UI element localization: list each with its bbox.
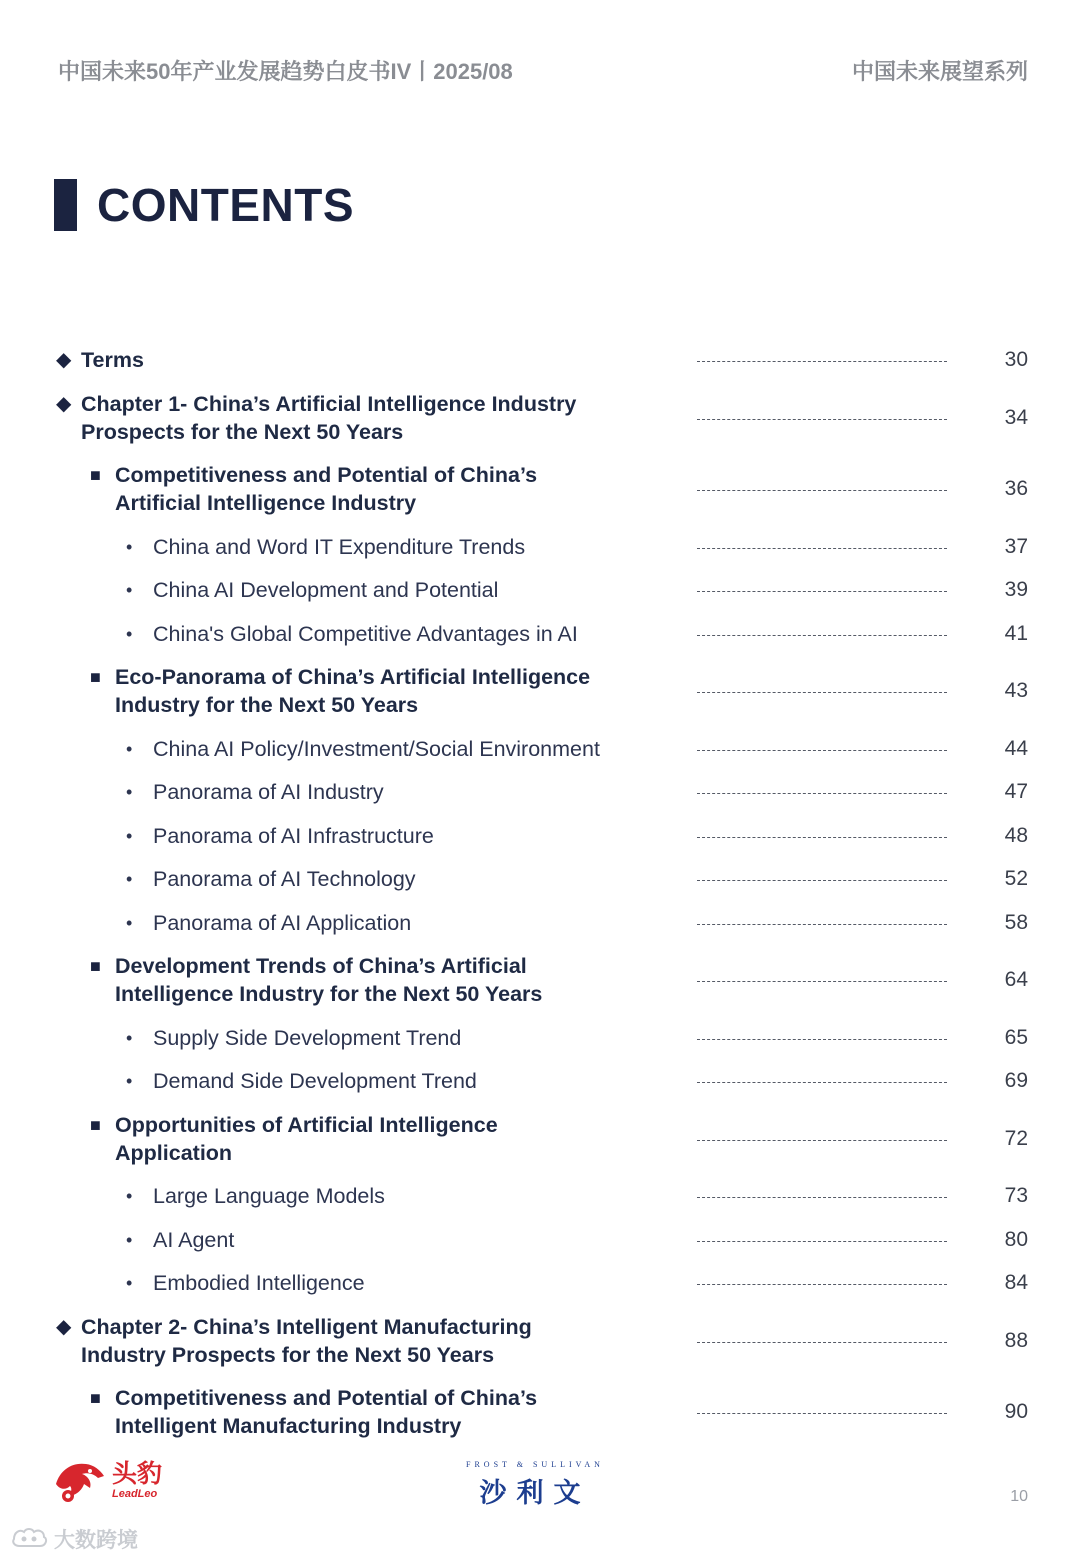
dot-bullet-icon: •: [126, 1273, 133, 1293]
toc-entry-title: [153, 735, 713, 763]
toc-entry-title-line: Panorama of AI Application: [153, 910, 412, 935]
square-bullet-icon: ■: [90, 956, 101, 976]
square-bullet-icon: ■: [90, 667, 101, 687]
toc-entry-title-line: Industry for the Next 50 Years: [115, 693, 419, 717]
toc-entry-title: [153, 865, 713, 893]
dot-bullet-icon: •: [126, 825, 133, 846]
dot-bullet-icon: •: [126, 1186, 133, 1206]
dotted-leader: [697, 591, 947, 592]
watermark-logo-icon: [10, 1526, 50, 1552]
toc-entry-title: [153, 533, 713, 561]
toc-page-number: 90: [1004, 1400, 1028, 1423]
dotted-leader: [697, 750, 947, 751]
toc-entry-title: [153, 1067, 713, 1095]
toc-page-number: 36: [1004, 477, 1028, 500]
watermark: [10, 1524, 138, 1554]
toc-entry-title: [153, 822, 713, 850]
dotted-leader: [697, 1241, 947, 1242]
toc-entry-title-line: China AI Policy/Investment/Social Environment: [153, 736, 600, 761]
toc-page-number: 69: [1004, 1069, 1028, 1092]
toc-entry-title-line: Application: [115, 1140, 233, 1165]
toc-page-number: 37: [1004, 534, 1028, 558]
dotted-leader: [697, 924, 947, 925]
toc-page-number: 34: [1004, 405, 1028, 429]
toc-entry-title-line: Opportunities of Artificial Intelligence: [115, 1112, 498, 1137]
frost-sullivan-cn-name: 沙利文: [479, 1478, 591, 1508]
dot-bullet-icon: •: [126, 580, 133, 600]
toc-page-number: 64: [1004, 968, 1028, 991]
toc-entry-title: [153, 576, 713, 604]
toc-entry-title-line: Embodied Intelligence: [153, 1271, 365, 1295]
toc-entry-title-line: AI Agent: [153, 1227, 235, 1252]
leopard-icon: [54, 1458, 106, 1504]
dot-bullet-icon: •: [126, 536, 133, 557]
diamond-bullet-icon: ◆: [56, 1315, 72, 1338]
dotted-leader: [697, 692, 947, 693]
watermark-text: 大数跨境: [54, 1529, 138, 1552]
dotted-leader: [697, 490, 947, 491]
toc-entry-title-line: Artificial Intelligence Industry: [115, 491, 417, 515]
toc-entry-title-line: Prospects for the Next 50 Years: [81, 419, 404, 444]
dot-bullet-icon: •: [126, 623, 133, 644]
toc-entry-title-line: Intelligence Industry for the Next 50 Years: [115, 982, 543, 1006]
dotted-leader: [697, 880, 947, 881]
toc-entry-title-line: China's Global Competitive Advantages in AI: [153, 621, 578, 646]
header-series-name: 中国未来展望系列: [851, 59, 1028, 84]
dotted-leader: [697, 1284, 947, 1285]
frost-sullivan-logo: [466, 1460, 604, 1510]
toc-page-number: 30: [1004, 348, 1028, 371]
toc-entry-title: [153, 778, 713, 806]
toc-page-number: 84: [1004, 1271, 1028, 1294]
toc-page-number: 88: [1004, 1328, 1028, 1352]
dot-bullet-icon: •: [126, 1027, 133, 1048]
toc-entry-title-line: Panorama of AI Technology: [153, 867, 416, 891]
toc-entry-title-line: China AI Development and Potential: [153, 578, 499, 602]
dot-bullet-icon: •: [126, 869, 133, 889]
square-bullet-icon: ■: [90, 1388, 101, 1408]
toc-entry-title: [81, 390, 641, 446]
dotted-leader: [697, 837, 947, 838]
toc-entry-title: [115, 663, 675, 719]
toc-entry-title-line: Chapter 2- China’s Intelligent Manufacturing: [81, 1314, 532, 1339]
toc-entry-title: [115, 461, 675, 517]
toc-entry-title: [115, 952, 675, 1008]
toc-entry-title: [153, 1182, 713, 1210]
header-report-title: 中国未来50年产业发展趋势白皮书IV丨2025/08: [58, 59, 513, 84]
toc-page-number: 48: [1004, 823, 1028, 847]
dot-bullet-icon: •: [126, 1229, 133, 1250]
toc-page-number: 72: [1004, 1126, 1028, 1150]
toc-entry-title: [81, 1313, 641, 1369]
toc-page-number: 58: [1004, 910, 1028, 934]
toc-page-number: 73: [1004, 1184, 1028, 1207]
toc-page-number: 39: [1004, 578, 1028, 601]
toc-entry-title-line: Panorama of AI Industry: [153, 780, 384, 804]
dotted-leader: [697, 419, 947, 420]
toc-entry-title-line: China and Word IT Expenditure Trends: [153, 534, 526, 559]
toc-entry-title-line: Intelligent Manufacturing Industry: [115, 1414, 462, 1438]
dot-bullet-icon: •: [126, 782, 133, 802]
leadleo-cn-name: 头豹: [112, 1460, 163, 1488]
dot-bullet-icon: •: [126, 1071, 133, 1091]
page-number: 10: [1010, 1488, 1028, 1505]
toc-entry-title: [153, 1024, 713, 1052]
frost-sullivan-en-name: FROST & SULLIVAN: [466, 1460, 604, 1469]
diamond-bullet-icon: ◆: [56, 349, 72, 371]
dotted-leader: [697, 793, 947, 794]
toc-page-number: 41: [1004, 621, 1028, 645]
dotted-leader: [697, 1140, 947, 1141]
toc-entry-title: [153, 1226, 713, 1254]
dotted-leader: [697, 1082, 947, 1083]
toc-page-number: 47: [1004, 780, 1028, 803]
toc-entry-title-line: Industry Prospects for the Next 50 Years: [81, 1342, 495, 1367]
toc-entry-title: [153, 1269, 713, 1297]
dot-bullet-icon: •: [126, 738, 133, 759]
dotted-leader: [697, 361, 947, 362]
square-bullet-icon: ■: [90, 465, 101, 485]
dot-bullet-icon: •: [126, 912, 133, 933]
leadleo-en-name: LeadLeo: [112, 1488, 158, 1500]
toc-entry-title-line: Chapter 1- China’s Artificial Intelligence Industry: [81, 391, 577, 416]
toc-entry-title-line: Supply Side Development Trend: [153, 1025, 462, 1050]
toc-entry-title: [153, 909, 713, 937]
toc-entry-title: [81, 346, 641, 374]
toc-page-number: 43: [1004, 679, 1028, 702]
page-title: CONTENTS: [97, 179, 354, 231]
diamond-bullet-icon: ◆: [56, 392, 72, 415]
toc-entry-title-line: Demand Side Development Trend: [153, 1069, 477, 1093]
toc-entry-title-line: Development Trends of China’s Artificial: [115, 954, 527, 978]
toc-page-number: 80: [1004, 1227, 1028, 1251]
toc-entry-title-line: Panorama of AI Infrastructure: [153, 823, 434, 848]
toc-entry-title-line: Large Language Models: [153, 1184, 385, 1208]
square-bullet-icon: ■: [90, 1114, 101, 1135]
dotted-leader: [697, 1039, 947, 1040]
dotted-leader: [697, 981, 947, 982]
toc-entry-title: [115, 1384, 675, 1440]
dotted-leader: [697, 1413, 947, 1414]
toc-page-number: 65: [1004, 1025, 1028, 1049]
toc-entry-title: [115, 1111, 675, 1167]
toc-entry-title-line: Eco-Panorama of China’s Artificial Intelligence: [115, 665, 591, 689]
toc-page-number: 44: [1004, 736, 1028, 760]
dotted-leader: [697, 1197, 947, 1198]
dotted-leader: [697, 635, 947, 636]
toc-entry-title-line: Terms: [81, 348, 144, 372]
toc-entry-title-line: Competitiveness and Potential of China’s: [115, 463, 538, 487]
leadleo-logo: [54, 1458, 162, 1504]
dotted-leader: [697, 1342, 947, 1343]
toc-entry-title-line: Competitiveness and Potential of China’s: [115, 1386, 538, 1410]
toc-page-number: 52: [1004, 867, 1028, 890]
toc-entry-title: [153, 620, 713, 648]
dotted-leader: [697, 548, 947, 549]
